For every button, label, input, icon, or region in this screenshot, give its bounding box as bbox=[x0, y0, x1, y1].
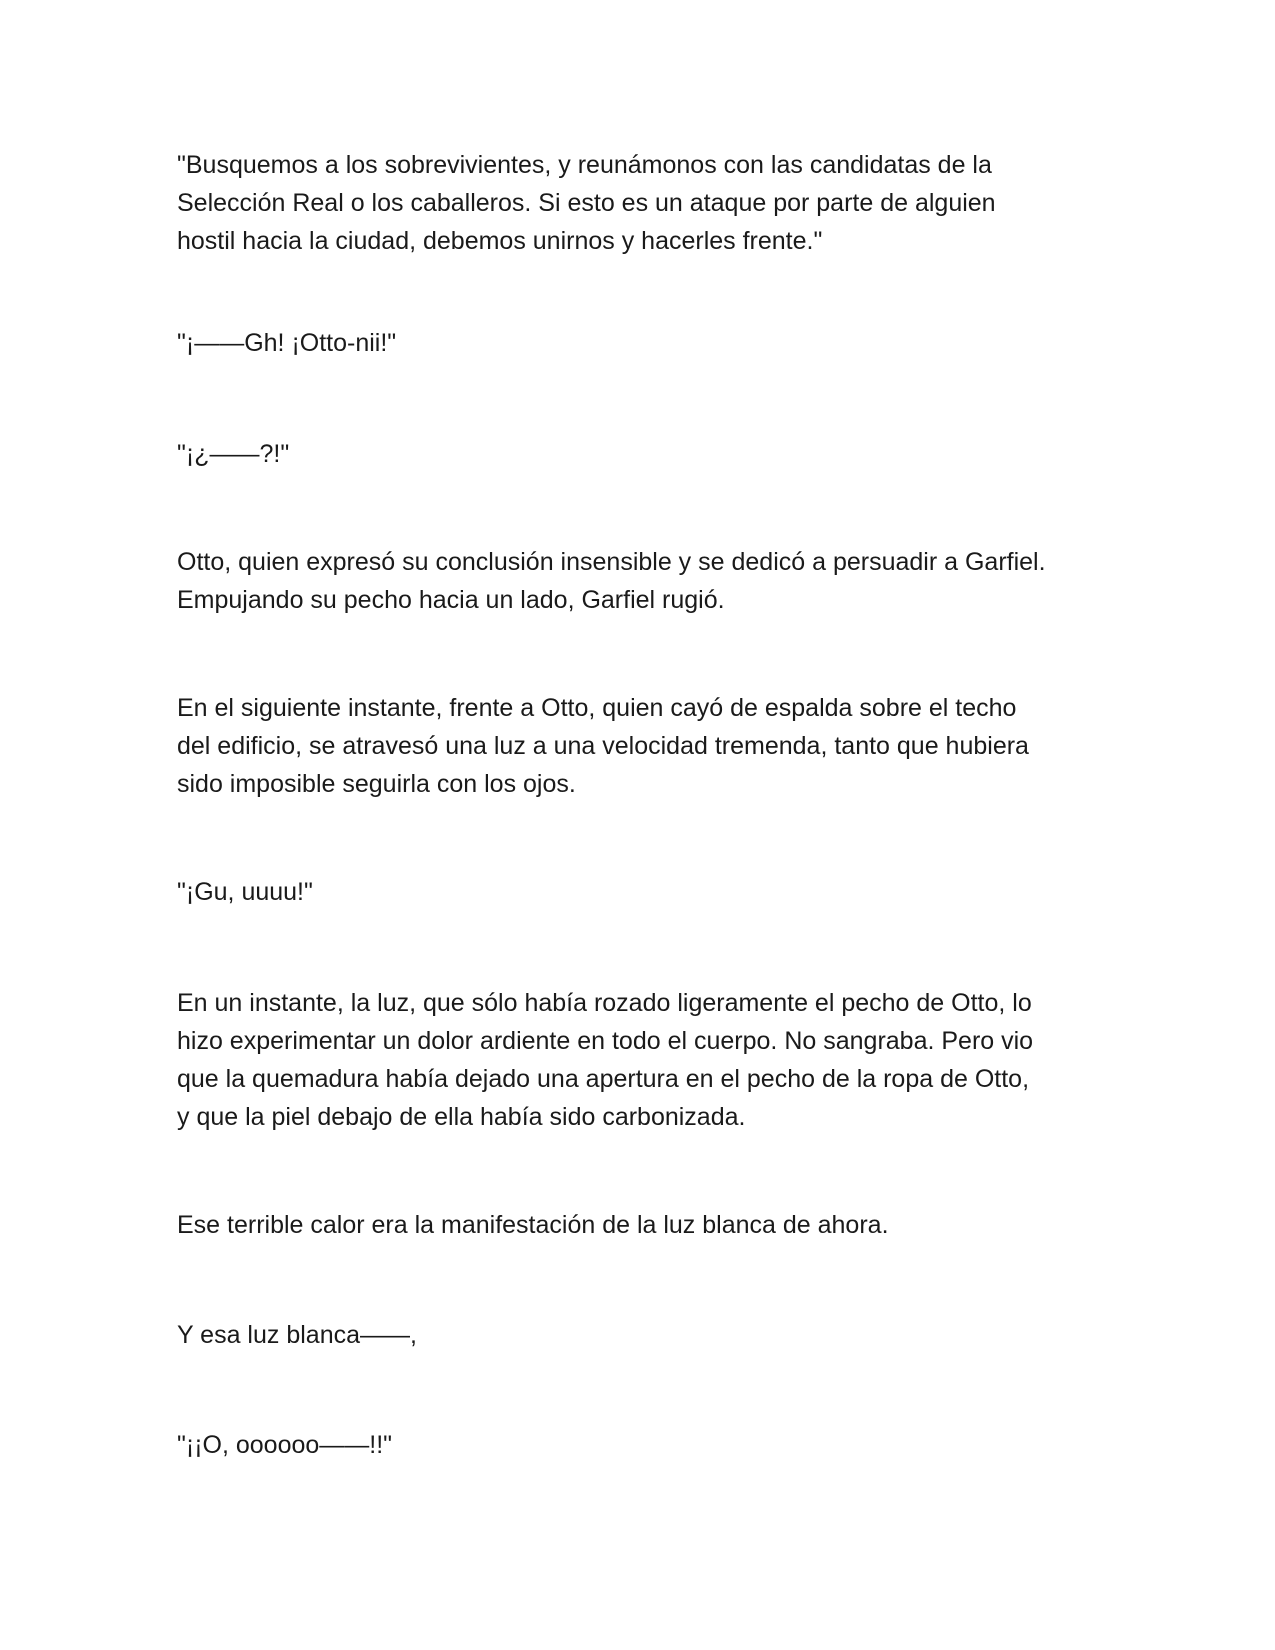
paragraph-2: "¡——Gh! ¡Otto-nii!" bbox=[177, 329, 397, 357]
paragraph-3: "¡¿——?!" bbox=[177, 440, 290, 468]
paragraph-1: "Busquemos a los sobrevivientes, y reunámonos con las candidatas de la Selección Real o los caballeros. Si esto es un ataque por parte de alguien hostil hacia la ciudad, debemos unirnos y hacerles frente." bbox=[177, 151, 996, 255]
paragraph-4: Otto, quien expresó su conclusión insensible y se dedicó a persuadir a Garfiel. Empujando su pecho hacia un lado, Garfiel rugió. bbox=[177, 548, 1046, 614]
paragraph-8: Ese terrible calor era la manifestación de la luz blanca de ahora. bbox=[177, 1211, 889, 1239]
paragraph-7: En un instante, la luz, que sólo había rozado ligeramente el pecho de Otto, lo hizo experimentar un dolor ardiente en todo el cuerpo. No sangraba. Pero vio que la quemadura había dejado una apertura en el pecho de la ropa de Otto, y que la piel debajo de ella había sido carbonizada. bbox=[177, 989, 1034, 1131]
paragraph-5: En el siguiente instante, frente a Otto, quien cayó de espalda sobre el techo del edificio, se atravesó una luz a una velocidad tremenda, tanto que hubiera sido imposible seguirla con los ojos. bbox=[177, 694, 1029, 798]
paragraph-9: Y esa luz blanca——, bbox=[177, 1321, 417, 1349]
paragraph-6: "¡Gu, uuuu!" bbox=[177, 878, 313, 906]
paragraph-10: "¡¡O, oooooo——!!" bbox=[177, 1431, 393, 1459]
